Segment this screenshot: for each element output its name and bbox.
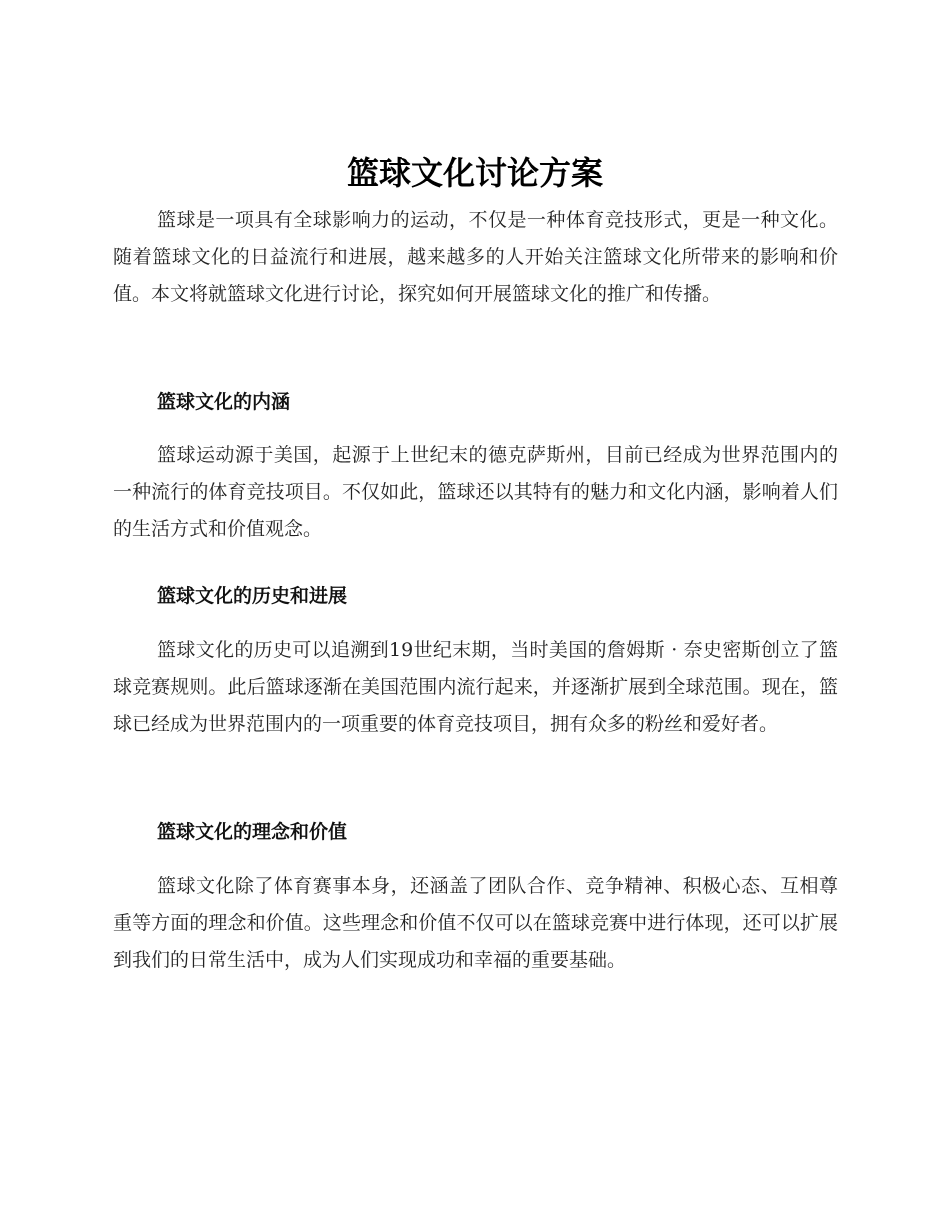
- section-body-connotation: 篮球运动源于美国，起源于上世纪末的德克萨斯州，目前已经成为世界范围内的一种流行的体育竞技项目。不仅如此，篮球还以其特有的魅力和文化内涵，影响着人们的生活方式和价值观念。: [113, 444, 838, 540]
- section-heading-connotation: 篮球文化的内涵: [157, 391, 291, 413]
- section-heading-values: 篮球文化的理念和价值: [157, 821, 348, 843]
- section-body-values: 篮球文化除了体育赛事本身，还涵盖了团队合作、竞争精神、积极心态、互相尊重等方面的理念和价值。这些理念和价值不仅可以在篮球竞赛中进行体现，还可以扩展到我们的日常生活中，成为人们实现成功和幸福的重要基础。: [113, 875, 838, 971]
- section-body-history: 篮球文化的历史可以追溯到19世纪末期，当时美国的詹姆斯 · 奈史密斯创立了篮球竞赛规则。此后篮球逐渐在美国范围内流行起来，并逐渐扩展到全球范围。现在，篮球已经成为世界范围内的一项重要的体育竞技项目，拥有众多的粉丝和爱好者。: [113, 639, 838, 735]
- document-title: 篮球文化讨论方案: [346, 154, 603, 192]
- intro-paragraph: 篮球是一项具有全球影响力的运动，不仅是一种体育竞技形式，更是一种文化。随着篮球文化的日益流行和进展，越来越多的人开始关注篮球文化所带来的影响和价值。本文将就篮球文化进行讨论，探究如何开展篮球文化的推广和传播。: [113, 209, 838, 305]
- section-heading-history: 篮球文化的历史和进展: [157, 585, 348, 607]
